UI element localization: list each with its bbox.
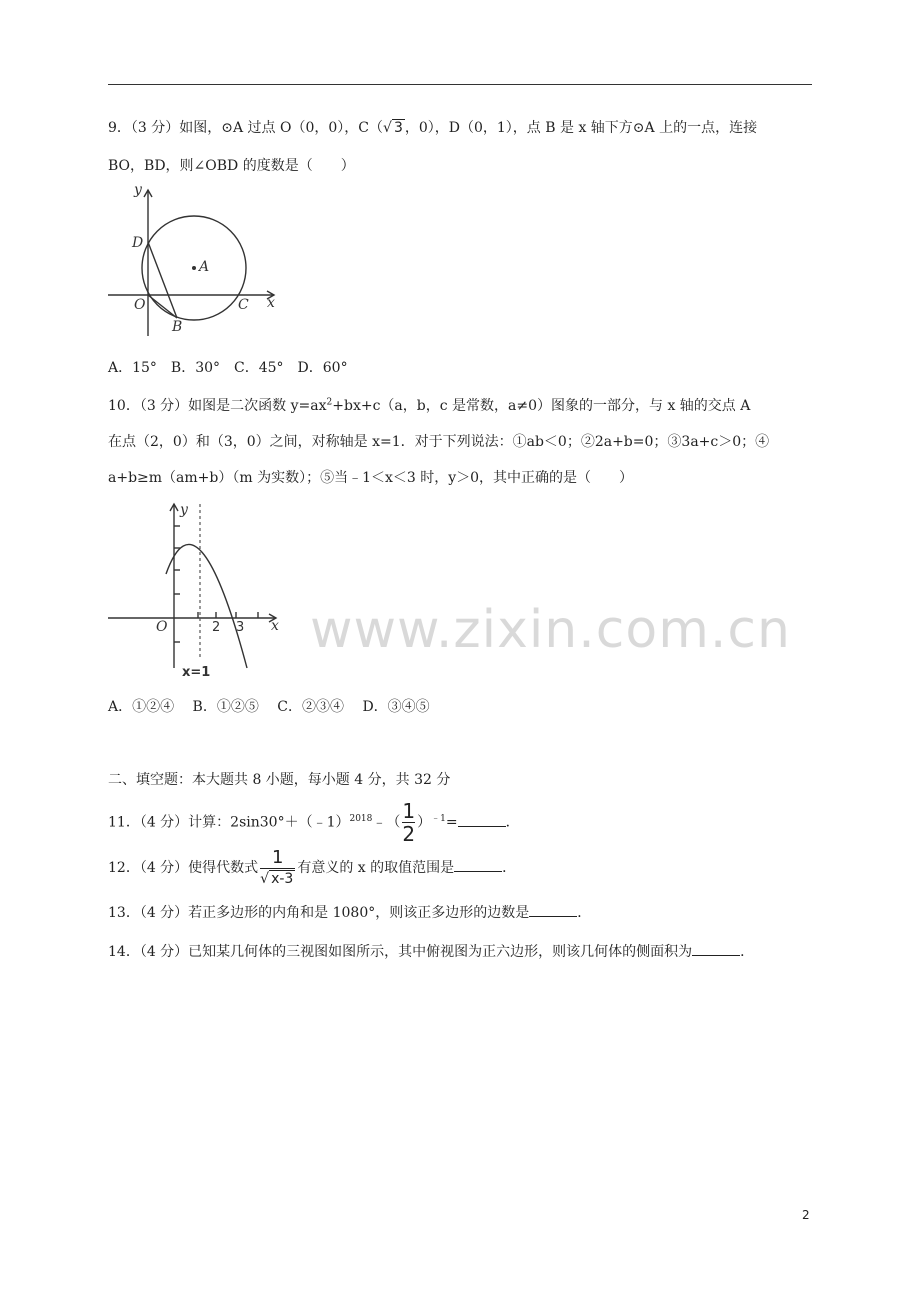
page-number: 2 [802, 1208, 810, 1222]
q10-parabola-figure [104, 498, 294, 683]
label-a: A [199, 259, 210, 275]
parabola-curve [166, 544, 247, 668]
label-two: 2 [212, 620, 221, 635]
label-y: y [180, 502, 188, 518]
label-x: x [271, 618, 279, 634]
q12-line: 12．（4 分）使得代数式 $\frac{1}{√ x-3}$ 有意义的 x 的取值范围是 ． [108, 846, 517, 887]
answer-blank [692, 941, 740, 956]
q10-line2: 在点（2，0）和（3，0）之间，对称轴是 x=1．对于下列说法：①ab＜0；②2a+b=0；③3a+c＞0；④ [108, 434, 770, 450]
label-c: C [238, 297, 249, 313]
q13-line: 13．（4 分）若正多边形的内角和是 1080°，则该正多边形的边数是 ． [108, 902, 591, 923]
q9-line2: BO，BD，则∠OBD 的度数是（ ） [108, 158, 355, 174]
fraction-half: $\frac{1}{2}$ [402, 799, 416, 846]
header-rule [108, 84, 812, 85]
section2-heading: 二、填空题：本大题共 8 小题，每小题 4 分，共 32 分 [108, 772, 451, 788]
q9-circle-figure [104, 180, 284, 340]
label-d: D [132, 235, 144, 251]
q14-line: 14．（4 分）已知某几何体的三视图如图所示，其中俯视图为正六边形，则该几何体的侧面积为 ． [108, 941, 754, 962]
label-axis: x=1 [182, 665, 211, 680]
label-x: x [267, 295, 275, 311]
answer-blank [458, 812, 506, 827]
label-three: 3 [236, 620, 245, 635]
answer-blank [454, 857, 502, 872]
q11-line: 11．（4 分）计算：2sin30°＋（﹣1）$^{2018}$﹣（ $\frac{1}{2}$ ）$^{﹣1}$= ． [108, 799, 520, 846]
answer-blank [529, 902, 577, 917]
watermark: www.zixin.com.cn [310, 600, 791, 660]
q10-line1: 10．（3 分）如图是二次函数 $y=ax^2+bx+c(a$，b，c 是常数，a≠0）图象的一部分，与 x 轴的交点 A [108, 397, 751, 414]
q9-options: A．15° B．30° C．45° D．60° [108, 360, 348, 376]
fraction-expression: $\frac{1}{√ x-3}$ [260, 846, 294, 887]
sqrt-three: √ 3 [383, 120, 403, 136]
label-o: O [156, 619, 168, 635]
q10-line3: a+b≥m（am+b）（m 为实数）；⑤当﹣1＜x＜3 时，y＞0，其中正确的是（ ） [108, 470, 634, 486]
q9-line1: 9．（3 分）如图，⊙A 过点 O（0，0），C（√ 3 ，0），D（0，1），点 B 是 x 轴下方⊙A 上的一点，连接 [108, 120, 758, 136]
q10-options: A．①②④ B．①②⑤ C．②③④ D．③④⑤ [108, 699, 430, 715]
label-o: O [134, 297, 146, 313]
center-point [192, 266, 196, 270]
label-b: B [172, 319, 183, 335]
label-y: y [134, 182, 142, 198]
